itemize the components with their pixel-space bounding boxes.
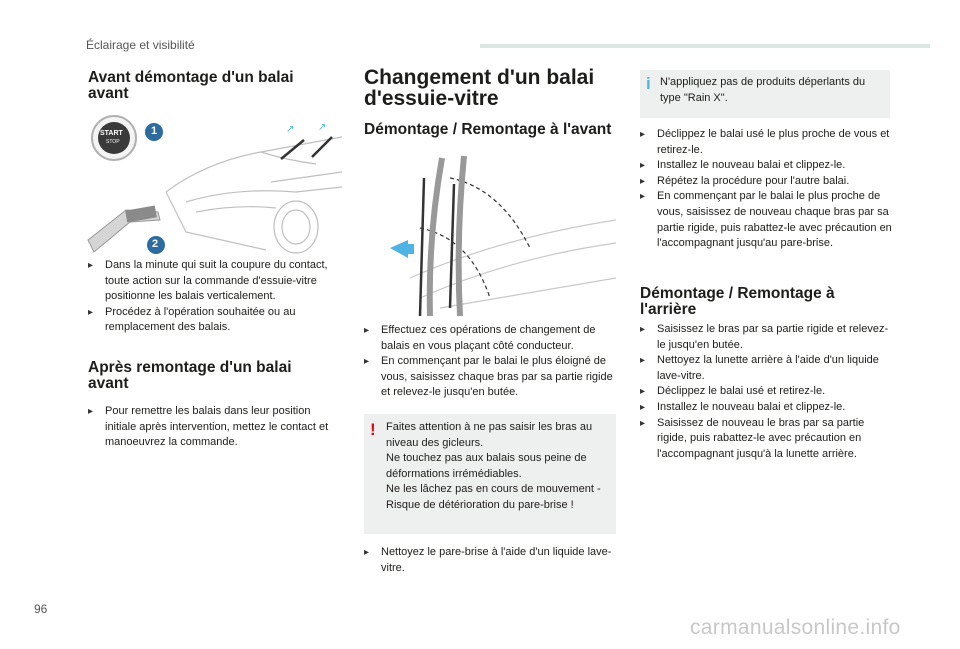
list-item: ▸ En commençant par le balai le plus éloigné de vous, saisissez chaque bras par sa partie rigide et relevez-le jusqu'en butée. — [364, 355, 613, 399]
warning-line: Ne touchez pas aux balais sous peine de déformations irrémédiables. — [386, 452, 587, 480]
list-item: ▸ Nettoyez le pare-brise à l'aide d'un liquide lave-vitre. — [364, 546, 612, 574]
list-item: ▸ Déclippez le balai usé et retirez-le. — [640, 384, 892, 400]
svg-text:↗: ↗ — [286, 124, 295, 135]
pointer-icon: ▸ — [640, 175, 646, 187]
figure-start-stop-wiper — [86, 112, 342, 258]
pointer-icon: ▸ — [640, 160, 646, 172]
pointer-icon: ▸ — [364, 325, 370, 336]
front-steps-continued — [640, 127, 892, 252]
steps-after-refit — [88, 404, 340, 451]
front-steps — [364, 323, 620, 401]
warning-box — [364, 414, 616, 534]
title-before-removal: Avant démontage d'un balai avant — [88, 69, 294, 102]
stop-label: STOP — [106, 139, 120, 145]
pointer-icon: ▸ — [640, 355, 646, 367]
list-item: ▸ Installez le nouveau balai et clippez-le. — [640, 158, 892, 174]
list-item: ▸ Dans la minute qui suit la coupure du contact, toute action sur la commande d'essuie-vitre positionne les balais verticalement. — [88, 259, 328, 303]
pointer-icon: ▸ — [364, 547, 370, 558]
section-header: Éclairage et visibilité — [86, 38, 195, 52]
pointer-icon: ▸ — [640, 191, 646, 203]
start-label: START — [100, 130, 123, 137]
list-item: ▸ Procédez à l'opération souhaitée ou au remplacement des balais. — [88, 305, 296, 334]
pointer-icon: ▸ — [88, 260, 94, 271]
front-steps-after — [364, 545, 620, 576]
list-item: ▸ Saisissez de nouveau le bras par sa partie rigide, puis rabattez-le avec précaution en l'accompagnant jusqu'à la lunette arrière. — [640, 416, 865, 460]
svg-text:↗: ↗ — [318, 122, 327, 133]
info-text: N'appliquez pas de produits déperlants du type "Rain X". — [660, 76, 866, 104]
rear-subtitle: Démontage / Remontage à l'arrière — [640, 285, 835, 318]
list-item: ▸ Répétez la procédure pour l'autre balai. — [640, 174, 892, 190]
callout-1: 1 — [151, 125, 158, 137]
page-number: 96 — [34, 602, 48, 616]
info-icon: i — [646, 74, 651, 93]
list-item: ▸ Déclippez le balai usé le plus proche de vous et retirez-le. — [640, 128, 890, 156]
pointer-icon: ▸ — [640, 401, 646, 413]
list-item: ▸ Installez le nouveau balai et clippez-le. — [640, 400, 892, 416]
pointer-icon: ▸ — [640, 129, 646, 140]
title-after-refit: Après remontage d'un balai avant — [88, 359, 292, 392]
list-item: ▸ Effectuez ces opérations de changement de balais en vous plaçant côté conducteur. — [364, 324, 596, 352]
info-box — [640, 70, 890, 118]
steps-before-removal — [88, 258, 336, 336]
pointer-icon: ▸ — [88, 406, 94, 417]
list-item: ▸ En commençant par le balai le plus proche de vous, saisissez de nouveau chaque bras par sa partie rigide, puis rabattez-le avec précaution en l'accompagnant jusqu'au pare-brise. — [640, 190, 892, 250]
pointer-icon: ▸ — [640, 324, 646, 335]
pointer-icon: ▸ — [640, 417, 646, 429]
list-item: ▸ Saisissez le bras par sa partie rigide et relevez-le jusqu'en butée. — [640, 323, 889, 351]
callout-2: 2 — [152, 238, 159, 250]
page-title: Changement d'un balai d'essuie-vitre — [364, 66, 595, 110]
header-bar — [480, 44, 930, 48]
list-item: ▸ Pour remettre les balais dans leur position initiale après intervention, mettez le contact et manoeuvrez la commande. — [88, 405, 329, 449]
exclamation-icon: ! — [370, 420, 376, 439]
warning-line: Ne les lâchez pas en cours de mouvement - Risque de détérioration du pare-brise ! — [386, 483, 601, 511]
watermark: carmanualsonline.info — [690, 616, 901, 639]
pointer-icon: ▸ — [640, 386, 646, 398]
figure-front-wiper — [380, 148, 616, 318]
warning-line: Faites attention à ne pas saisir les bras au niveau des gicleurs. — [386, 421, 593, 449]
pointer-icon: ▸ — [88, 306, 94, 318]
front-subtitle: Démontage / Remontage à l'avant — [364, 121, 612, 138]
pointer-icon: ▸ — [364, 356, 370, 368]
rear-steps — [640, 322, 892, 462]
list-item: ▸ Nettoyez la lunette arrière à l'aide d'un liquide lave-vitre. — [640, 354, 879, 382]
